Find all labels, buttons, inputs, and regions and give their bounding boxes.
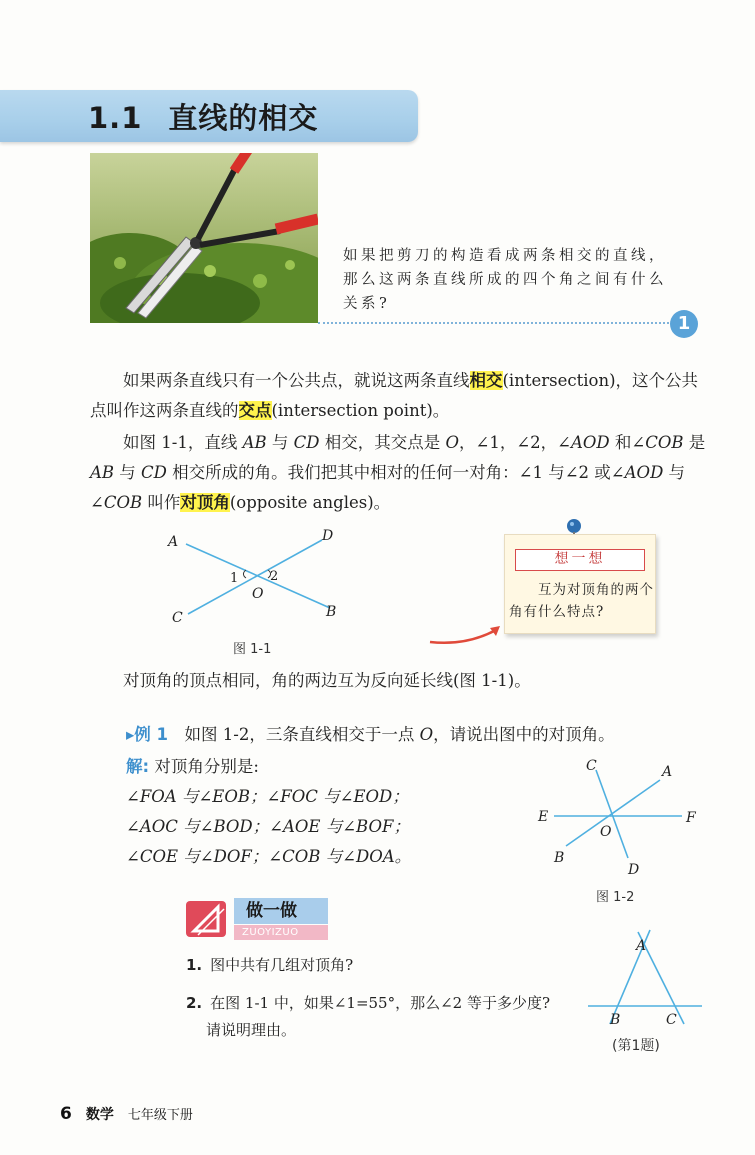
- doit-subtitle: ZUOYIZUO: [234, 925, 328, 940]
- think-body: 互为对顶角的两个角有什么特点?: [509, 582, 654, 620]
- label-angle-2: 2: [270, 569, 279, 584]
- section-title-text: 直线的相交: [168, 101, 319, 135]
- math: AB: [90, 463, 115, 482]
- pointer-arrow-icon: [426, 620, 506, 650]
- page-footer: [60, 1104, 193, 1124]
- math: AOD: [570, 433, 610, 452]
- dotted-divider: [318, 322, 673, 324]
- solution-label: 解:: [126, 757, 150, 776]
- intro-question: [343, 244, 683, 316]
- solution-line-2: ∠AOC 与∠BOD；∠AOE 与∠BOF；: [126, 817, 410, 836]
- section-number: 1.1: [88, 101, 143, 135]
- intro-line-1: 如果把剪刀的构造看成两条相交的直线，: [343, 248, 667, 264]
- question-2-number: 2.: [186, 994, 203, 1012]
- label-b: B: [610, 1012, 621, 1028]
- text: 是: [683, 433, 706, 452]
- label-b: B: [554, 850, 565, 866]
- math: O: [445, 433, 459, 452]
- page-number: 6: [60, 1104, 72, 1124]
- text: 如图 1-1，直线: [123, 433, 243, 452]
- text: (intersection)，这个公共点叫作这两条直线的: [90, 371, 699, 420]
- label-a: A: [662, 764, 673, 780]
- set-square-icon: [184, 895, 238, 941]
- text: 与∠: [90, 463, 686, 512]
- math: CD: [293, 433, 320, 452]
- opposite-angle-paragraph: [90, 428, 710, 518]
- section-title: [88, 96, 318, 137]
- math: AOD: [624, 463, 664, 482]
- label-d: D: [628, 862, 640, 878]
- text: ，请说出图中的对顶角。: [433, 725, 615, 744]
- term-opposite-angles: 对顶角: [180, 493, 230, 512]
- text: ，∠1，∠2，∠: [459, 433, 571, 452]
- example-label: ▸例 1: [126, 725, 169, 744]
- text: 与: [266, 433, 294, 452]
- text: 如图 1-2，三条直线相交于一点: [184, 725, 420, 744]
- doit-title: 做一做: [234, 898, 328, 924]
- think-title: 想一想: [515, 549, 645, 571]
- example-1: [126, 720, 686, 750]
- math: AB: [242, 433, 267, 452]
- subject: 数学: [85, 1107, 114, 1123]
- label-c: C: [666, 1012, 677, 1028]
- figure-1-1: [160, 528, 350, 628]
- question-2: [186, 990, 550, 1044]
- question-badge: 1: [670, 310, 698, 338]
- label-angle-1: 1: [230, 571, 239, 586]
- label-o: O: [252, 586, 264, 602]
- label-o: O: [600, 824, 612, 840]
- label-f: F: [686, 810, 696, 826]
- text: 图中共有几组对顶角?: [210, 956, 354, 974]
- math: O: [419, 725, 434, 744]
- label-d: D: [322, 528, 334, 544]
- text: 如果两条直线只有一个公共点，就说这两条直线: [123, 371, 470, 390]
- property-paragraph: 对顶角的顶点相同，角的两边互为反向延长线(图 1-1)。: [123, 671, 531, 690]
- text: 请说明理由。: [206, 1021, 297, 1039]
- term-intersect: 相交: [469, 371, 503, 390]
- label-e: E: [538, 809, 549, 825]
- think-box: [504, 534, 656, 634]
- text: 与: [114, 463, 142, 482]
- intro-line-2: 那么这两条直线所成的四个角之间有什么: [343, 272, 667, 288]
- text: 在图 1-1 中，如果∠1=55°，那么∠2 等于多少度?: [210, 994, 551, 1012]
- figure-1-1-caption: 图 1-1: [233, 642, 272, 657]
- definition-paragraph: [90, 366, 710, 426]
- label-a: A: [636, 938, 647, 954]
- term-intersection-point: 交点: [238, 401, 272, 420]
- text: 相交所成的角。我们把其中相对的任何一对角：∠1 与∠2 或∠: [166, 463, 625, 482]
- solution-line-3: ∠COE 与∠DOF；∠COB 与∠DOA。: [126, 847, 412, 866]
- text: 和∠: [609, 433, 646, 452]
- question-1: [186, 952, 353, 979]
- label-a: A: [168, 534, 179, 550]
- text: (intersection point)。: [271, 401, 450, 420]
- figure-question-1-caption: (第1题): [612, 1038, 660, 1054]
- intro-line-3: 关系?: [343, 296, 391, 312]
- math: COB: [103, 493, 143, 512]
- text: (opposite angles)。: [229, 493, 391, 512]
- math: CD: [141, 463, 167, 482]
- book-title: 七年级下册: [127, 1108, 193, 1123]
- solution-line-1: ∠FOA 与∠EOB；∠FOC 与∠EOD；: [126, 787, 409, 806]
- text: 叫作: [142, 493, 181, 512]
- solution: [126, 752, 526, 872]
- label-b: B: [326, 604, 337, 620]
- label-c: C: [172, 610, 183, 626]
- figure-1-2-caption: 图 1-2: [596, 890, 635, 905]
- label-c: C: [586, 758, 597, 774]
- math: COB: [645, 433, 684, 452]
- text: 对顶角分别是:: [154, 757, 259, 776]
- question-1-number: 1.: [186, 956, 203, 974]
- text: 相交，其交点是: [319, 433, 446, 452]
- shears-photo: [90, 153, 318, 323]
- figure-question-1: [584, 928, 704, 1028]
- figure-1-2: [530, 758, 710, 880]
